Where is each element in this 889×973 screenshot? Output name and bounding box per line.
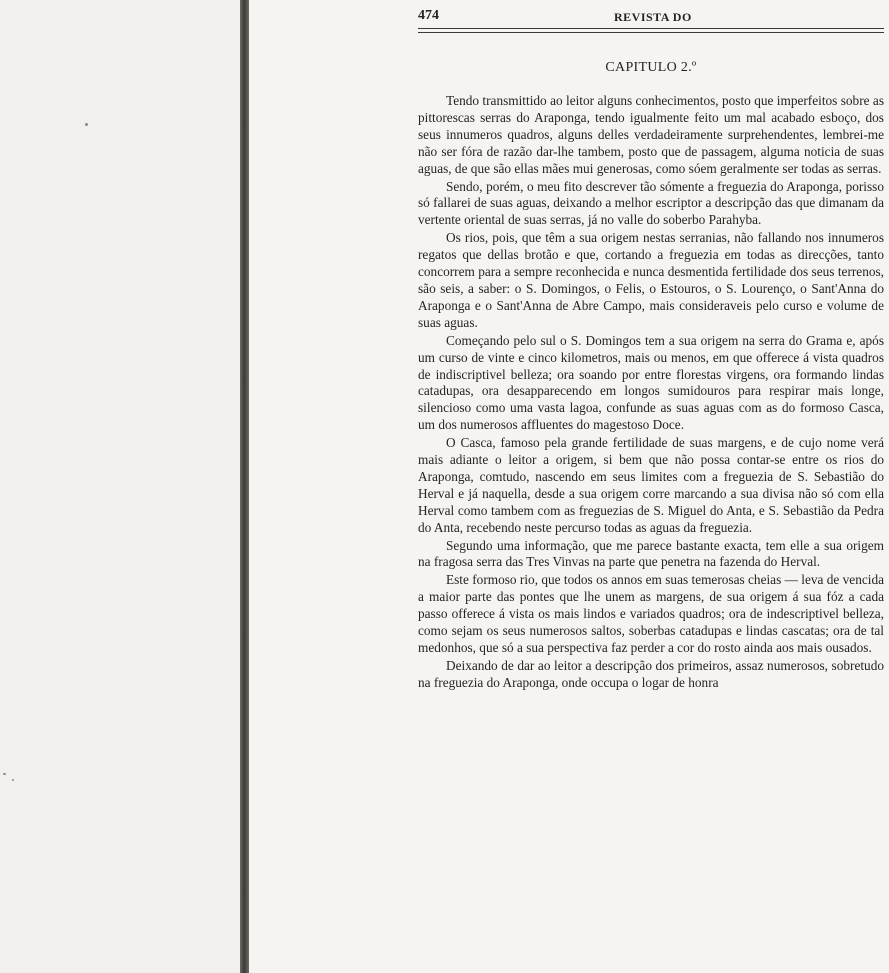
paragraph: Deixando de dar ao leitor a descripção dos primeiros, assaz numerosos, sobretudo na freguezia do Araponga, onde occupa o logar de honra: [418, 657, 884, 690]
running-head: REVISTA DO: [614, 10, 692, 24]
paragraph: Começando pelo sul o S. Domingos tem a sua origem na serra do Grama e, após um curso de vinte e cinco kilometros, mais ou menos, em que offerece á vista quadros de indiscriptivel belleza; ora soando por entre florestas virgens, ora formando lindas catadupas, ora desapparecendo em longos sumidouros para respirar mais longe, silencioso como uma vasta lagoa, confunde as suas aguas com as do formoso Casca, um dos numerosos affluentes do magestoso Doce.: [418, 332, 884, 433]
paragraph: Segundo uma informação, que me parece bastante exacta, tem elle a sua origem na fragosa serra das Tres Vinvas na parte que penetra na fazenda do Herval.: [418, 537, 884, 570]
body-text: [418, 93, 884, 693]
paragraph: Este formoso rio, que todos os annos em suas temerosas cheias — leva de vencida a maior parte das pontes que lhe unem as margens, de sua origem á sua fóz a cada passo offerece á vista os mais lindos e variados quadros; ora de indescriptivel belleza, como sejam os seus numerosos saltos, soberbas catadupas e lindas cascatas; ora de tal medonhos, que só a sua perspectiva faz perder a cor do rosto ainda aos mais ousados.: [418, 572, 884, 655]
paper-speck: [85, 123, 88, 126]
paragraph: Os rios, pois, que têm a sua origem nestas serranias, não fallando nos innumeros regatos que dellas brotão e que, cortando a freguezia em todas as direcções, tanto concorrem para a sempre reconhecida e nunca desmentida fertilidade dos seus terrenos, são seis, a saber: o S. Domingos, o Felis, o Estouros, o S. Lourenço, o Sant'Anna do Araponga e o Sant'Anna de Abre Campo, mais consideraveis pelo curso e volume de suas aguas.: [418, 230, 884, 330]
paper-speck: [3, 773, 6, 775]
chapter-title: CAPITULO 2.º: [605, 60, 697, 75]
header-rule: [418, 28, 884, 33]
book-gutter: [240, 0, 249, 973]
paragraph: Sendo, porém, o meu fito descrever tão sómente a freguezia do Araponga, porisso só fallarei de suas aguas, deixando a melhor escriptor a descripção das que dimanam da vertente oriental de suas serras, já no valle do soberbo Parahyba.: [418, 178, 884, 228]
page-number: 474: [418, 8, 439, 23]
facing-blank-page: [0, 0, 240, 973]
paragraph: O Casca, famoso pela grande fertilidade de suas margens, e de cujo nome verá mais adiante o leitor a origem, si bem que não possa contar-se entre os rios do Araponga, comtudo, nascendo em seus limites com a freguezia de S. Sebastião do Herval e já naquella, desde a sua origem corre marcando a sua divisa não só com ella Herval como tambem com as freguezias de S. Miguel do Anta, e S. Sebastião da Pedra do Anta, recebendo neste percurso todas as aguas da freguezia.: [418, 435, 884, 535]
paragraph: Tendo transmittido ao leitor alguns conhecimentos, posto que imperfeitos sobre as pittorescas serras do Araponga, tendo igualmente feito um mal acabado esboço, dos seus innumeros quadros, alguns delles verdadeiramente surprehendentes, lembrei-me não ser fóra de razão dar-lhe tambem, posto que de passagem, alguma noticia de suas aguas, de que são ellas mães mui generosas, como sóem geralmente ser todas as serras.: [418, 93, 884, 176]
page-header: [418, 6, 882, 28]
paper-speck: [12, 779, 14, 781]
